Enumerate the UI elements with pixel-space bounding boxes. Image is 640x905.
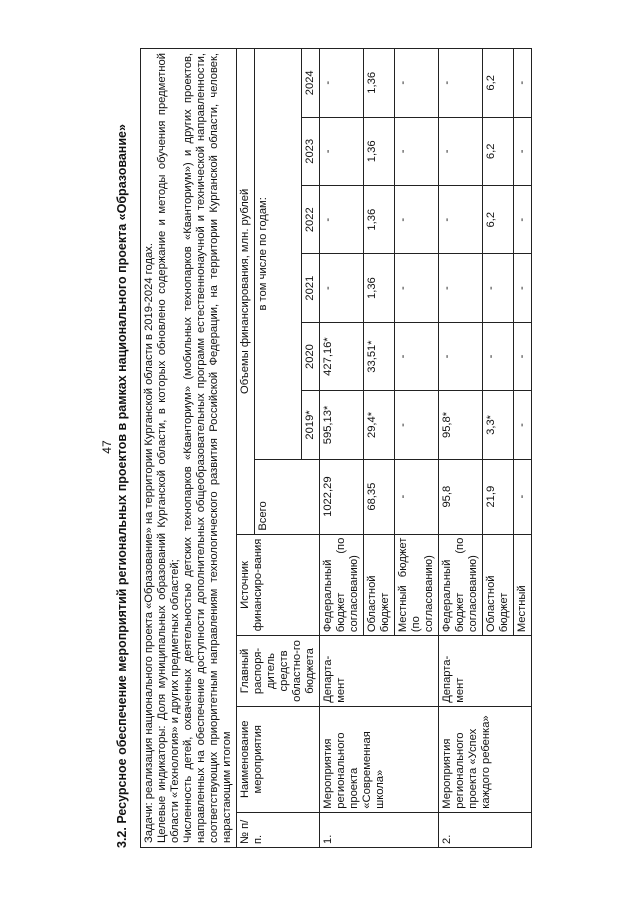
row-total: - bbox=[514, 459, 532, 534]
header-year: 2019* bbox=[302, 391, 320, 459]
header-num: № п/п. bbox=[237, 812, 320, 847]
table-row bbox=[320, 49, 364, 848]
row-value: - bbox=[320, 254, 364, 322]
row-source: Областной бюджет bbox=[483, 534, 514, 636]
row-source: Местный бюджет (по согласованию) bbox=[395, 534, 439, 636]
row-source: Федеральный бюджет (по согласованию) bbox=[320, 534, 364, 636]
row-num: 1. bbox=[320, 812, 439, 847]
row-value: 29,4* bbox=[364, 391, 395, 459]
row-value: 1,36 bbox=[364, 49, 395, 118]
header-year: 2024 bbox=[302, 49, 320, 118]
row-value: 6,2 bbox=[483, 186, 514, 254]
row-num: 2. bbox=[439, 812, 532, 847]
tasks-row bbox=[141, 49, 237, 848]
tasks-line: Численность детей, охваченных деятельностью детских технопарков «Кванториум» (мобильных технопарков «Кванториум») и других проектов, направленных на обеспечение доступности дополнительных общеобразовательных программ естественнонаучной и технической направленности, соответствующих приоритетным направлениям технологического развития Российской Федерации, на территории Курганской области, человек, нарастающим итогом bbox=[182, 53, 233, 843]
row-value: - bbox=[439, 49, 483, 118]
row-value: 1,36 bbox=[364, 117, 395, 185]
page-number: 47 bbox=[100, 440, 114, 454]
header-total: Всего bbox=[255, 459, 320, 534]
row-value: - bbox=[514, 254, 532, 322]
row-value: - bbox=[395, 254, 439, 322]
header-source: Источник финансиро-вания bbox=[237, 534, 320, 636]
row-manager: Департа-мент bbox=[320, 636, 439, 707]
header-year: 2022 bbox=[302, 186, 320, 254]
header-volumes: Объемы финансирования, млн. рублей bbox=[237, 49, 255, 535]
row-value: 6,2 bbox=[483, 117, 514, 185]
row-total: 21,9 bbox=[483, 459, 514, 534]
row-name: Мероприятия регионального проекта «Современная школа» bbox=[320, 706, 439, 812]
row-value: 6,2 bbox=[483, 49, 514, 118]
row-value: - bbox=[514, 186, 532, 254]
row-manager: Департа-мент bbox=[439, 636, 532, 707]
row-value: 1,36 bbox=[364, 186, 395, 254]
row-value: 95,8* bbox=[439, 391, 483, 459]
row-value: - bbox=[395, 186, 439, 254]
row-value: - bbox=[439, 186, 483, 254]
row-value: - bbox=[439, 117, 483, 185]
row-value: - bbox=[483, 322, 514, 390]
header-manager: Главный распоря-дитель средств областно-го бюджета bbox=[237, 636, 320, 707]
row-total: - bbox=[395, 459, 439, 534]
row-name: Мероприятия регионального проекта «Успех каждого ребенка» bbox=[439, 706, 532, 812]
tasks-line: Целевые индикаторы: Доля муниципальных образований Курганской области, в которых обновлено содержание и методы обучения предметной области «Технология» и других предметных областей; bbox=[156, 53, 181, 843]
row-total: 68,35 bbox=[364, 459, 395, 534]
row-source: Местный bbox=[514, 534, 532, 636]
row-value: - bbox=[320, 186, 364, 254]
row-value: - bbox=[514, 117, 532, 185]
row-value: - bbox=[395, 49, 439, 118]
row-value: - bbox=[439, 322, 483, 390]
row-total: 1022,29 bbox=[320, 459, 364, 534]
header-year: 2023 bbox=[302, 117, 320, 185]
row-total: 95,8 bbox=[439, 459, 483, 534]
row-value: 1,36 bbox=[364, 254, 395, 322]
row-value: - bbox=[395, 391, 439, 459]
resource-table bbox=[140, 48, 532, 848]
row-value: 427,16* bbox=[320, 322, 364, 390]
row-value: 3,3* bbox=[483, 391, 514, 459]
table-row bbox=[439, 49, 483, 848]
row-value: - bbox=[514, 49, 532, 118]
row-value: - bbox=[514, 391, 532, 459]
header-name: Наименование мероприятия bbox=[237, 706, 320, 812]
header-row bbox=[237, 49, 255, 848]
row-value: - bbox=[439, 254, 483, 322]
header-year: 2020 bbox=[302, 322, 320, 390]
row-value: - bbox=[483, 254, 514, 322]
rotated-page-content bbox=[112, 38, 612, 848]
row-value: 595,13* bbox=[320, 391, 364, 459]
row-value: - bbox=[320, 117, 364, 185]
row-value: - bbox=[395, 117, 439, 185]
row-value: - bbox=[395, 322, 439, 390]
tasks-line: Задачи: реализация национального проекта «Образование» на территории Курганской области в 2019-2024 годах. bbox=[143, 243, 155, 843]
tasks-cell bbox=[141, 49, 237, 848]
row-value: - bbox=[514, 322, 532, 390]
row-source: Федеральный бюджет (по согласованию) bbox=[439, 534, 483, 636]
header-incl: в том числе по годам: bbox=[255, 49, 302, 460]
header-year: 2021 bbox=[302, 254, 320, 322]
row-value: - bbox=[320, 49, 364, 118]
row-source: Областной бюджет bbox=[364, 534, 395, 636]
row-value: 33,51* bbox=[364, 322, 395, 390]
section-heading: 3.2. Ресурсное обеспечение мероприятий региональных проектов в рамках национального проекта «Образование» bbox=[115, 124, 129, 848]
